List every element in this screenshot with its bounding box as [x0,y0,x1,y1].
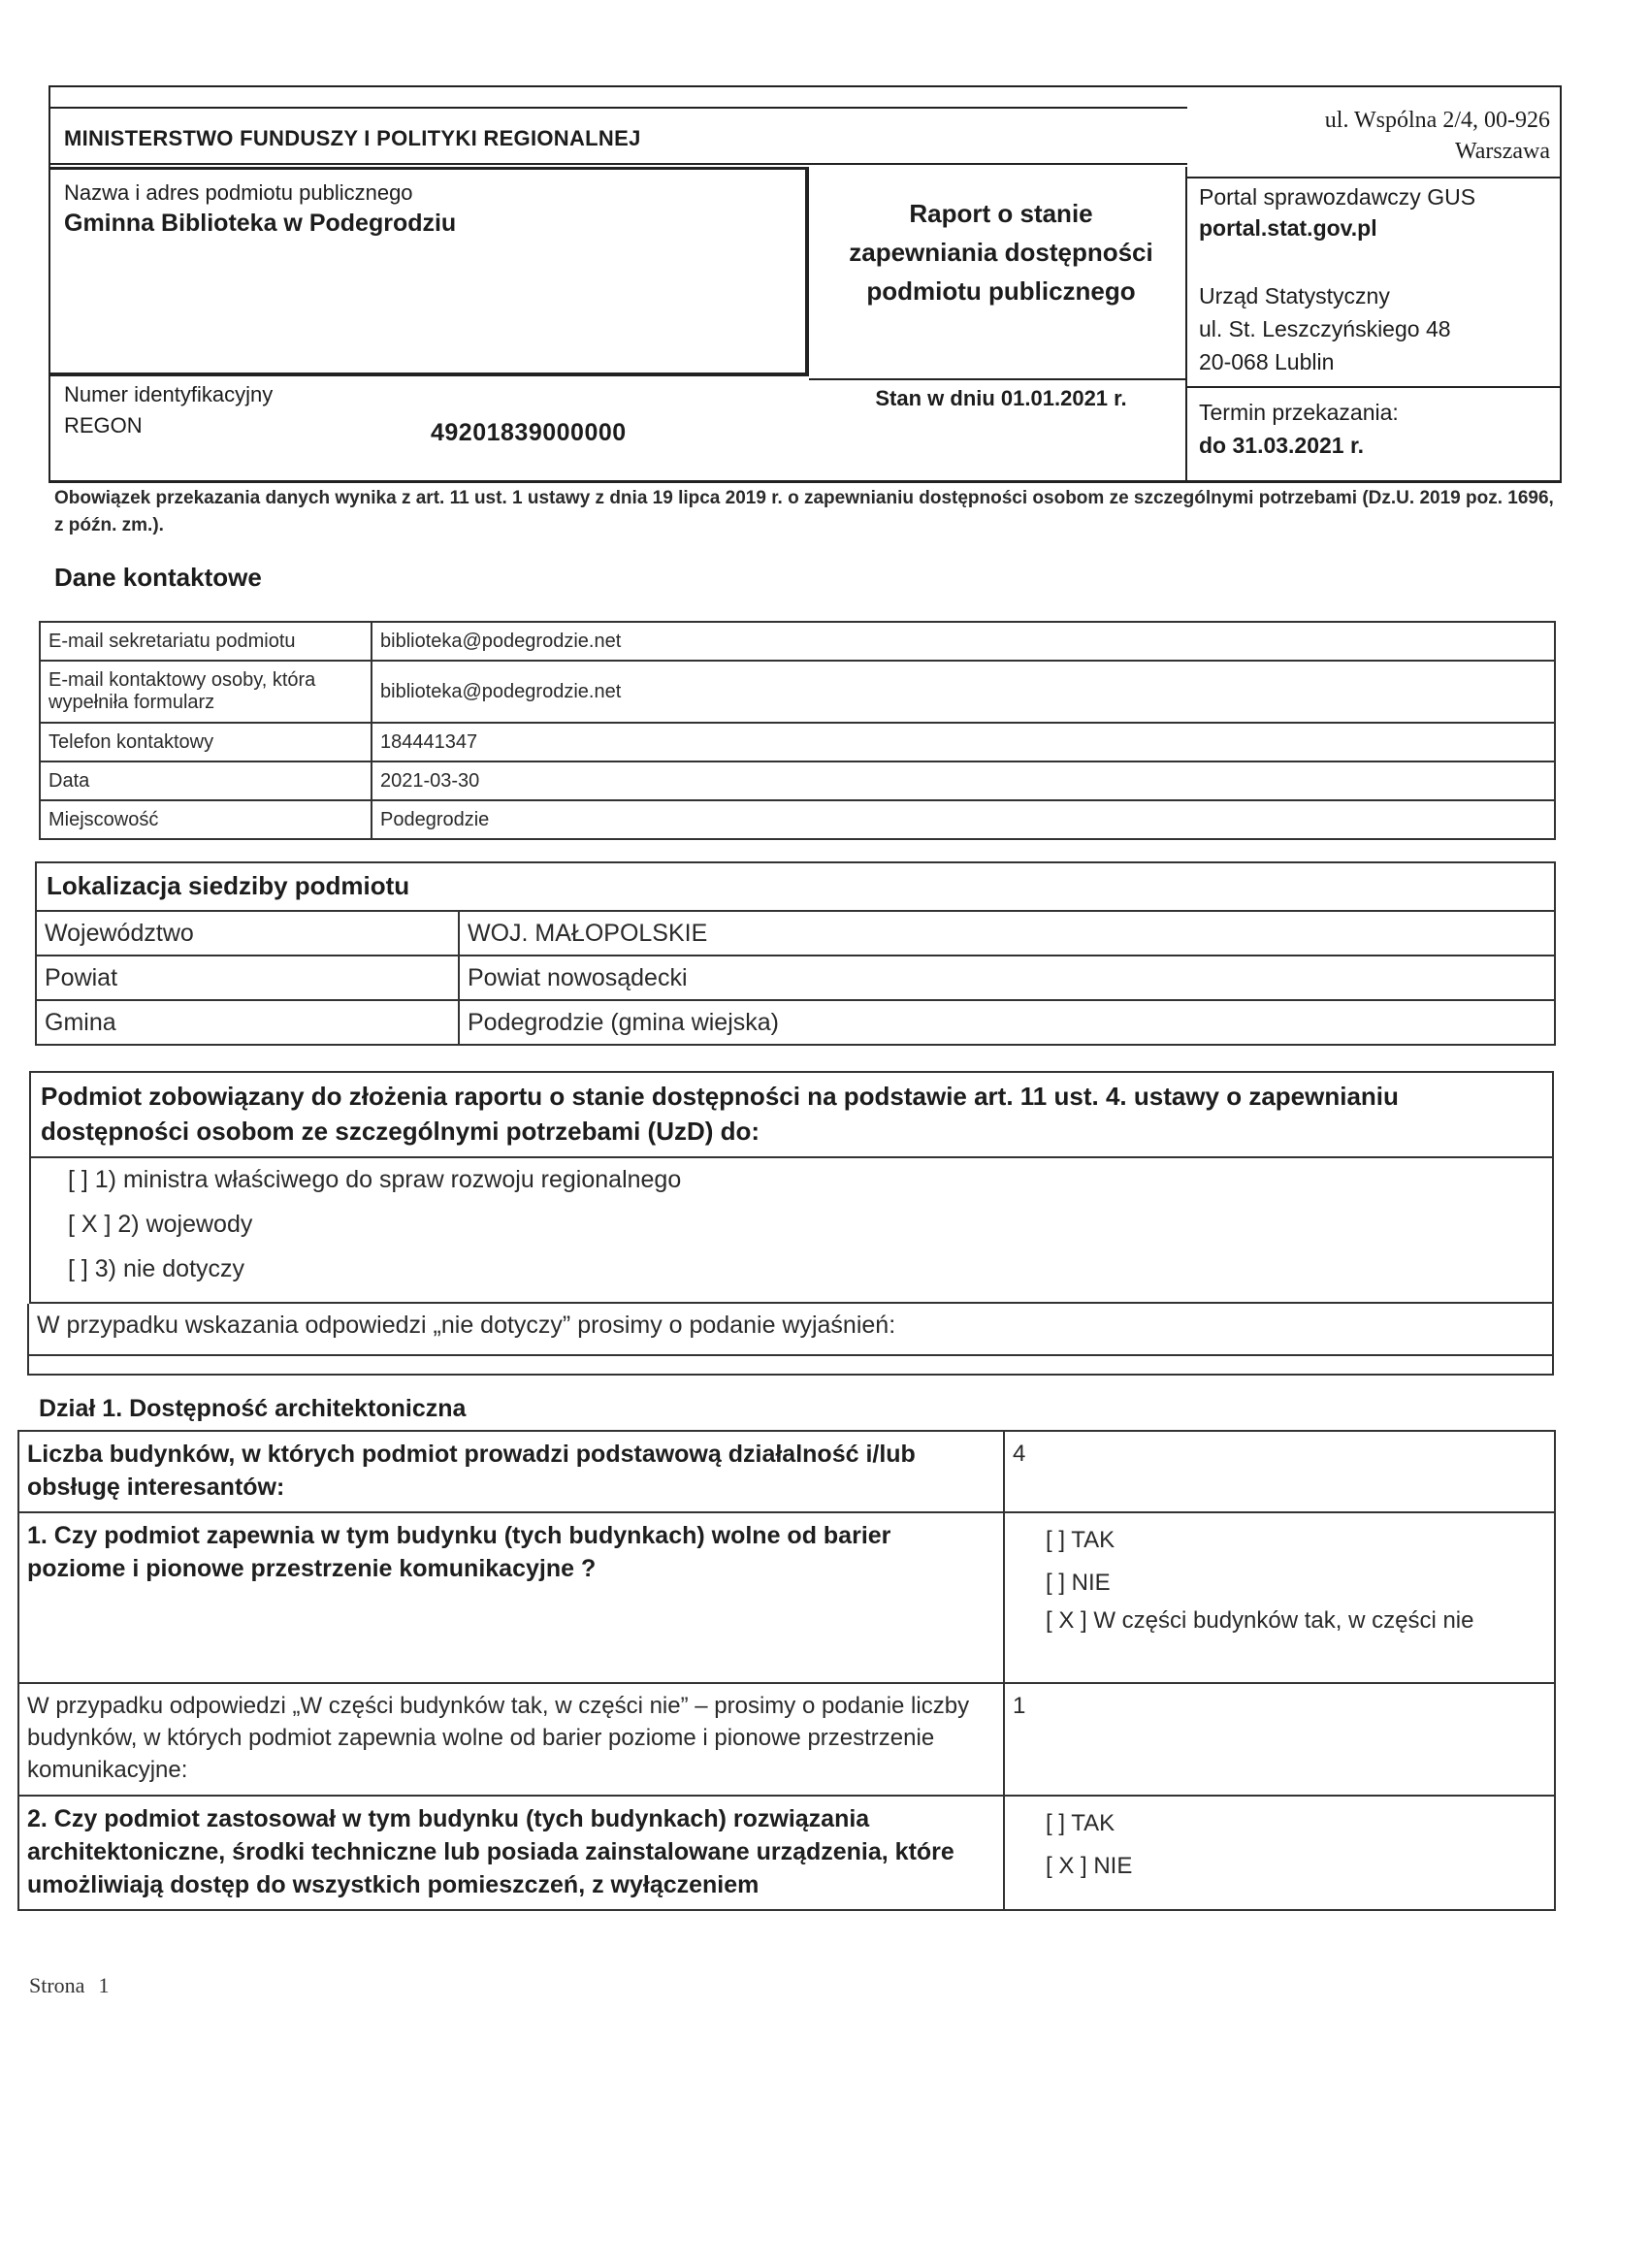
deadline-value: do 31.03.2021 r. [1199,433,1365,458]
answer-yes[interactable]: [ ] TAK [1046,1810,1116,1836]
table-row [18,1683,1555,1796]
header-divider [1187,386,1562,388]
location-value: WOJ. MAŁOPOLSKIE [459,911,1555,956]
regon-value: 49201839000000 [431,419,627,446]
table-row [36,1000,1555,1045]
ministry-address [1325,105,1550,167]
obliged-option-not-applicable[interactable]: [ ] 3) nie dotyczy [68,1255,245,1282]
question-1-followup: W przypadku odpowiedzi „W części budynków tak, w części nie” – prosimy o podanie liczby budynków, w których podmiot zapewnia wolne od barier poziome i pionowe przestrzenie komunikacyjne: [18,1683,1004,1796]
office-line: Urząd Statystyczny [1199,283,1390,308]
buildings-count-label: Liczba budynków, w których podmiot prowadzi podstawową działalność i/lub obsługę interesantów: [18,1431,1004,1512]
report-title-line: Raport o stanie [909,199,1093,228]
question-1-followup-value: 1 [1004,1683,1555,1796]
obliged-option-voivode[interactable]: [ X ] 2) wojewody [68,1211,253,1238]
obliged-option-minister[interactable]: [ ] 1) ministra właściwego do spraw rozwoju regionalnego [68,1166,682,1193]
section-divider [29,1354,1554,1356]
location-section [35,861,1556,1046]
table-row [40,723,1555,761]
location-label: Powiat [36,956,459,1000]
section-divider [31,1156,1554,1158]
page-footer [29,1973,109,1998]
obliged-title: Podmiot zobowiązany do złożenia raportu o stanie dostępności na podstawie art. 11 ust. 4. ustawy o zapewnianiu dostępności osobom ze szczególnymi potrzebami (UzD) do: [41,1082,1399,1146]
contact-section-title: Dane kontaktowe [54,563,262,592]
id-number-label: Numer identyfikacyjny [64,382,274,406]
contact-value: biblioteka@podegrodzie.net [372,661,1555,723]
office-line: ul. St. Leszczyńskiego 48 [1199,316,1451,341]
page-number: 1 [98,1973,110,1997]
report-title-line: podmiotu publicznego [866,276,1136,306]
answer-no[interactable]: [ X ] NIE [1046,1853,1133,1879]
status-date: Stan w dniu 01.01.2021 r. [875,386,1127,410]
contact-value: biblioteka@podegrodzie.net [372,622,1555,661]
contact-value: 2021-03-30 [372,761,1555,800]
location-table [35,910,1556,1046]
contact-label: Data [40,761,372,800]
regon-label: REGON [64,413,143,437]
explanation-box [27,1304,1554,1376]
office-line: 20-068 Lublin [1199,349,1335,374]
obliged-section [29,1071,1554,1304]
table-row [18,1512,1555,1683]
table-row [40,761,1555,800]
location-label: Województwo [36,911,459,956]
location-section-title: Lokalizacja siedziby podmiotu [35,861,1556,910]
report-title-line: zapewniania dostępności [849,238,1153,267]
page-label: Strona [29,1973,85,1997]
address-line: ul. Wspólna 2/4, 00-926 [1324,108,1550,133]
buildings-count-value: 4 [1004,1431,1555,1512]
recipient-column [1187,87,1562,481]
header-divider [809,378,1187,380]
portal-value: portal.stat.gov.pl [1199,215,1377,241]
legal-basis-note: Obowiązek przekazania danych wynika z art. 11 ust. 1 ustawy z dnia 19 lipca 2019 r. o zapewnianiu dostępności osobom ze szczególnymi potrzebami (Dz.U. 2019 poz. 1696, z późn. zm.). [54,488,1554,535]
report-header [48,85,1562,483]
table-row [40,622,1555,661]
question-2-answers [1004,1796,1555,1910]
question-1-answers [1004,1512,1555,1683]
header-divider [50,163,1187,165]
table-row [36,956,1555,1000]
contact-label: Miejscowość [40,800,372,839]
location-value: Powiat nowosądecki [459,956,1555,1000]
entity-name-label: Nazwa i adres podmiotu publicznego [64,180,413,205]
table-row [18,1431,1555,1512]
location-label: Gmina [36,1000,459,1045]
explanation-prompt: W przypadku wskazania odpowiedzi „nie dotyczy” prosimy o podanie wyjaśnień: [37,1312,896,1339]
statistical-office [1199,279,1451,378]
contact-value: Podegrodzie [372,800,1555,839]
answer-no[interactable]: [ ] NIE [1046,1570,1111,1596]
deadline-label: Termin przekazania: [1199,400,1399,425]
answer-partial[interactable]: [ X ] W części budynków tak, w części nie [1046,1607,1474,1634]
contact-label: E-mail kontaktowy osoby, która wypełniła formularz [40,661,372,723]
header-divider [50,107,1187,109]
section1-title: Dział 1. Dostępność architektoniczna [39,1395,467,1422]
entity-name-value: Gminna Biblioteka w Podegrodziu [64,210,457,237]
contact-value: 184441347 [372,723,1555,761]
answer-yes[interactable]: [ ] TAK [1046,1527,1116,1553]
table-row [36,911,1555,956]
contact-label: Telefon kontaktowy [40,723,372,761]
question-2: 2. Czy podmiot zastosował w tym budynku (tych budynkach) rozwiązania architektoniczne, środki techniczne lub posiada zainstalowane urządzenia, które umożliwiają dostęp do wszystkich pomieszczeń, z wyłączeniem [18,1796,1004,1910]
location-value: Podegrodzie (gmina wiejska) [459,1000,1555,1045]
contact-table [39,621,1556,840]
portal-label: Portal sprawozdawczy GUS [1199,184,1476,210]
table-row [40,661,1555,723]
table-row [18,1796,1555,1910]
header-divider [1187,177,1562,178]
contact-label: E-mail sekretariatu podmiotu [40,622,372,661]
report-title [826,194,1176,310]
ministry-name: MINISTERSTWO FUNDUSZY I POLITYKI REGIONALNEJ [64,126,641,150]
section1-table [17,1430,1556,1911]
address-line: Warszawa [1454,139,1550,164]
question-1: 1. Czy podmiot zapewnia w tym budynku (tych budynkach) wolne od barier poziome i pionowe przestrzenie komunikacyjne ? [18,1512,1004,1683]
table-row [40,800,1555,839]
